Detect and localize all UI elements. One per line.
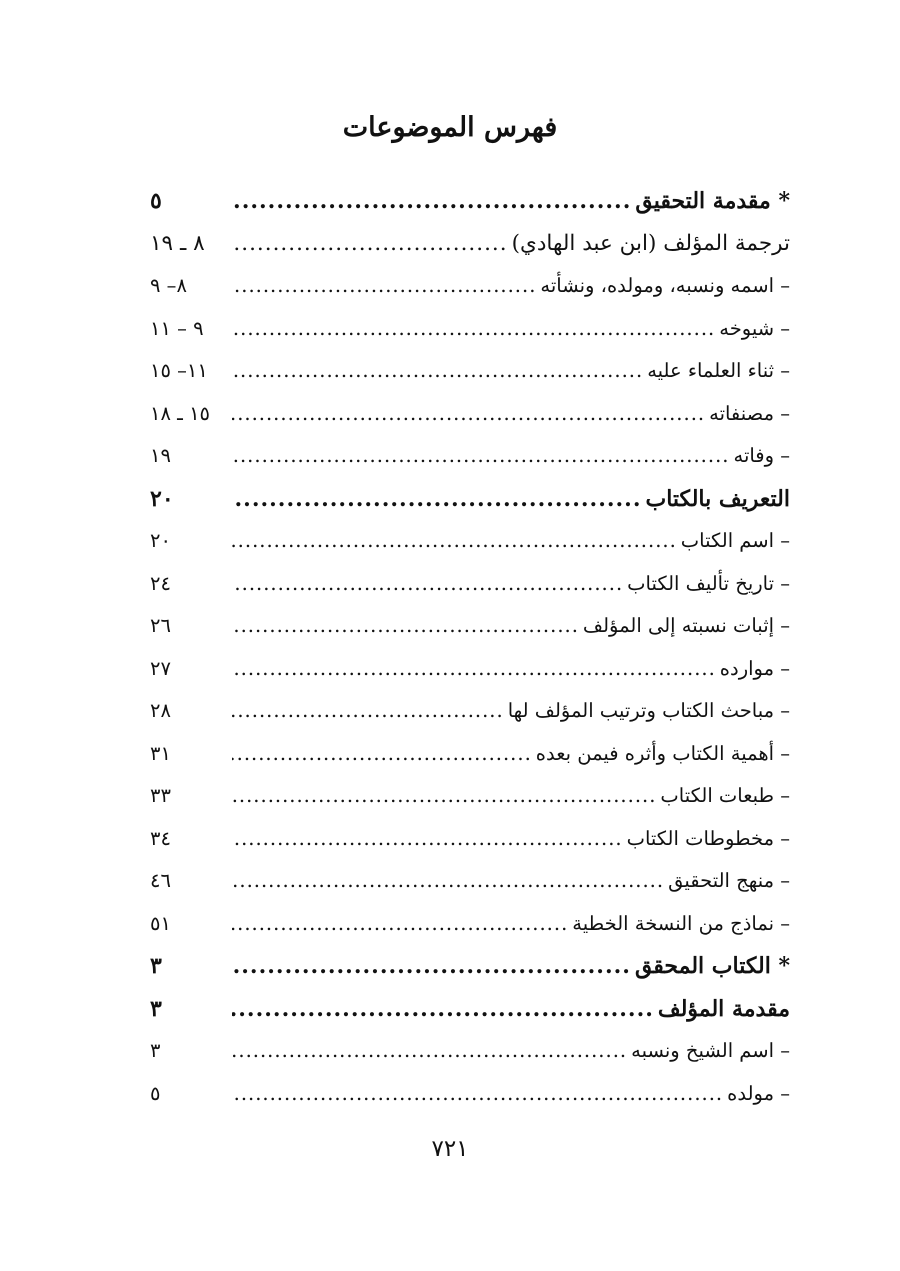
toc-entry bbox=[150, 690, 790, 733]
dot-leader bbox=[232, 223, 508, 266]
toc-entry-page: ٢٦ bbox=[150, 614, 171, 637]
toc-entry-page: ٣٤ bbox=[150, 826, 171, 850]
toc-entry-label: التعريف بالكتاب bbox=[645, 485, 790, 512]
toc-entry bbox=[150, 818, 790, 861]
toc-entry bbox=[150, 1030, 790, 1073]
table-of-contents bbox=[150, 180, 790, 1115]
toc-entry bbox=[150, 435, 790, 478]
toc-entry-page: ٢٠ bbox=[150, 529, 171, 552]
toc-entry bbox=[150, 648, 790, 691]
toc-entry-page: ٢٨ bbox=[150, 699, 171, 722]
dot-leader bbox=[232, 1030, 627, 1073]
dot-leader bbox=[232, 393, 705, 436]
dot-leader bbox=[232, 308, 715, 351]
dot-leader bbox=[232, 350, 643, 393]
toc-entry bbox=[150, 308, 790, 351]
page-number: ٧٢١ bbox=[431, 1136, 469, 1162]
toc-entry-label: – منهج التحقيق bbox=[668, 869, 790, 892]
toc-entry-page: ٤٦ bbox=[150, 869, 171, 892]
toc-entry-page: ٨ ـ ١٩ bbox=[150, 230, 205, 256]
dot-leader bbox=[232, 988, 654, 1031]
dot-leader bbox=[232, 520, 677, 563]
toc-entry-page: ٣١ bbox=[150, 741, 171, 765]
toc-entry bbox=[150, 733, 790, 776]
toc-entry bbox=[150, 563, 790, 606]
dot-leader bbox=[232, 690, 504, 733]
toc-entry bbox=[150, 393, 790, 436]
toc-entry-label: – مصنفاته bbox=[709, 401, 790, 425]
toc-entry bbox=[150, 180, 790, 223]
toc-entry-label: – اسم الشيخ ونسبه bbox=[631, 1039, 790, 1062]
dot-leader bbox=[232, 1073, 723, 1116]
toc-entry-label: – وفاته bbox=[733, 444, 790, 467]
toc-entry bbox=[150, 945, 790, 988]
toc-entry-label: مقدمة المؤلف bbox=[657, 995, 790, 1022]
toc-entry-page: ٢٤ bbox=[150, 571, 171, 595]
toc-entry-label: – تاريخ تأليف الكتاب bbox=[627, 571, 790, 595]
toc-entry bbox=[150, 1073, 790, 1116]
dot-leader bbox=[232, 648, 716, 691]
dot-leader bbox=[232, 733, 532, 776]
dot-leader bbox=[232, 265, 536, 308]
toc-entry-page: ٣ bbox=[150, 953, 162, 979]
toc-entry-page: ١٩ bbox=[150, 444, 171, 467]
toc-entry-label: * مقدمة التحقيق bbox=[635, 188, 790, 214]
toc-entry bbox=[150, 520, 790, 563]
toc-entry-page: ٥ bbox=[150, 188, 162, 214]
toc-entry-label: – طبعات الكتاب bbox=[660, 784, 790, 807]
toc-entry-label: – موارده bbox=[719, 656, 790, 680]
toc-entry-label: – مخطوطات الكتاب bbox=[626, 826, 790, 850]
toc-entry-label: – نماذج من النسخة الخطية bbox=[572, 911, 790, 935]
dot-leader bbox=[232, 903, 568, 946]
toc-entry-label: – شيوخه bbox=[719, 316, 790, 340]
toc-entry bbox=[150, 860, 790, 903]
toc-entry-label: – مولده bbox=[727, 1081, 790, 1105]
dot-leader bbox=[232, 860, 664, 903]
toc-entry-page: ٢٧ bbox=[150, 656, 171, 680]
toc-entry bbox=[150, 775, 790, 818]
toc-entry-page: ٨– ٩ bbox=[150, 274, 187, 297]
dot-leader bbox=[232, 435, 729, 478]
dot-leader bbox=[232, 775, 656, 818]
toc-entry-label: – إثبات نسبته إلى المؤلف bbox=[582, 614, 790, 637]
toc-entry-label: – اسمه ونسبه، ومولده، ونشأته bbox=[540, 274, 790, 297]
toc-entry bbox=[150, 478, 790, 521]
toc-entry-label: – مباحث الكتاب وترتيب المؤلف لها bbox=[507, 699, 790, 722]
dot-leader bbox=[232, 945, 631, 988]
toc-entry bbox=[150, 988, 790, 1031]
toc-entry-page: ٢٠ bbox=[150, 485, 174, 512]
toc-entry bbox=[150, 903, 790, 946]
toc-entry-page: ٣ bbox=[150, 995, 162, 1022]
toc-entry-label: – ثناء العلماء عليه bbox=[647, 359, 790, 382]
toc-entry-label: * الكتاب المحقق bbox=[634, 953, 790, 979]
toc-entry bbox=[150, 265, 790, 308]
dot-leader bbox=[232, 478, 642, 521]
dot-leader bbox=[232, 563, 623, 606]
toc-entry-page: ٣٣ bbox=[150, 784, 171, 807]
toc-entry bbox=[150, 350, 790, 393]
toc-entry-page: ٩ – ١١ bbox=[150, 316, 204, 340]
toc-entry bbox=[150, 605, 790, 648]
toc-entry-page: ٥ bbox=[150, 1081, 161, 1105]
toc-entry-page: ٥١ bbox=[150, 911, 171, 935]
toc-entry-page: ٣ bbox=[150, 1039, 161, 1062]
dot-leader bbox=[232, 605, 579, 648]
dot-leader bbox=[232, 180, 631, 223]
toc-entry-label: – اسم الكتاب bbox=[680, 529, 790, 552]
toc-entry-page: ١٥ ـ ١٨ bbox=[150, 401, 211, 425]
toc-entry bbox=[150, 223, 790, 266]
dot-leader bbox=[232, 818, 623, 861]
toc-entry-page: ١١– ١٥ bbox=[150, 359, 208, 382]
toc-entry-label: – أهمية الكتاب وأثره فيمن بعده bbox=[535, 741, 790, 765]
toc-entry-label: ترجمة المؤلف (ابن عبد الهادي) bbox=[511, 230, 790, 256]
page-title: فهرس الموضوعات bbox=[342, 112, 558, 143]
